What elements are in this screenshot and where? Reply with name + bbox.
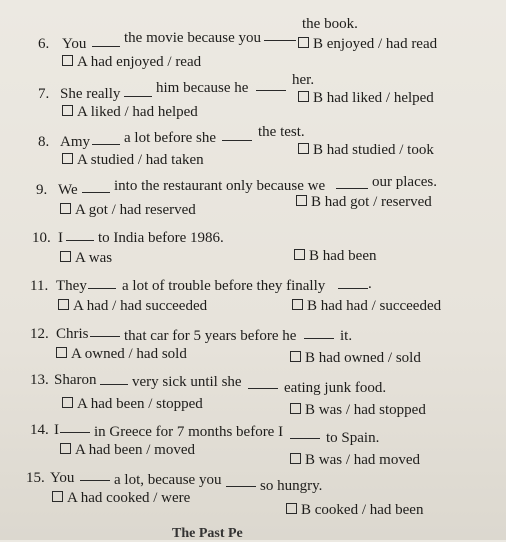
option-b-label: B enjoyed / had read — [313, 36, 438, 52]
option-a-label: A was — [75, 250, 113, 266]
option-a-label: A had / had succeeded — [73, 298, 208, 314]
sentence-part: I — [54, 422, 59, 438]
question-7 — [0, 72, 506, 120]
sentence-part: it. — [340, 328, 353, 344]
sentence-part: the movie because you — [124, 30, 262, 46]
answer-blank[interactable] — [92, 36, 120, 47]
option-a-label: A owned / had sold — [71, 346, 187, 362]
option-a-label: A had enjoyed / read — [77, 54, 202, 70]
option-b-checkbox[interactable] — [296, 195, 307, 206]
answer-blank[interactable] — [92, 134, 120, 145]
question-number: 12. — [30, 326, 49, 342]
question-number: 8. — [38, 134, 50, 150]
option-a[interactable] — [62, 104, 198, 121]
option-a[interactable] — [62, 152, 204, 169]
sentence-part: so hungry. — [260, 478, 323, 494]
option-b-label: B had got / reserved — [311, 194, 432, 210]
sentence-part: Sharon — [54, 372, 97, 388]
option-b-label: B cooked / had been — [301, 502, 424, 518]
option-b-checkbox[interactable] — [290, 453, 301, 464]
answer-blank[interactable] — [222, 130, 252, 141]
question-13 — [0, 372, 506, 420]
answer-blank[interactable] — [248, 378, 278, 389]
option-a-label: A had been / stopped — [77, 396, 203, 412]
option-b-label: B was / had stopped — [305, 402, 426, 418]
option-b-label: B was / had moved — [305, 452, 420, 468]
option-a[interactable] — [58, 298, 207, 315]
option-a[interactable] — [60, 442, 195, 459]
option-a[interactable] — [60, 202, 196, 219]
sentence-part: the test. — [258, 124, 305, 140]
option-a-checkbox[interactable] — [62, 105, 73, 116]
option-b-checkbox[interactable] — [298, 143, 309, 154]
sentence-part: him because he — [156, 80, 249, 96]
option-b-checkbox[interactable] — [298, 37, 309, 48]
answer-blank[interactable] — [256, 80, 286, 91]
answer-blank[interactable] — [60, 422, 90, 433]
question-11 — [0, 276, 506, 324]
question-9 — [0, 174, 506, 222]
question-6 — [0, 14, 506, 70]
answer-blank[interactable] — [336, 178, 368, 189]
question-number: 13. — [30, 372, 49, 388]
option-b[interactable] — [294, 248, 376, 265]
answer-blank[interactable] — [80, 470, 110, 481]
sentence-part: . — [368, 276, 372, 292]
option-b[interactable] — [290, 402, 426, 419]
sentence-part: a lot before she — [124, 130, 217, 146]
option-a-label: A studied / had taken — [77, 152, 204, 168]
option-b[interactable] — [298, 36, 437, 53]
question-number: 9. — [36, 182, 48, 198]
option-b[interactable] — [292, 298, 441, 315]
option-a-checkbox[interactable] — [62, 397, 73, 408]
sentence-part: in Greece for 7 months before I — [94, 424, 284, 440]
option-a[interactable] — [62, 396, 203, 413]
option-b-checkbox[interactable] — [290, 403, 301, 414]
option-a[interactable] — [62, 54, 201, 71]
option-b[interactable] — [298, 90, 434, 107]
option-a-checkbox[interactable] — [58, 299, 69, 310]
answer-blank[interactable] — [264, 30, 296, 41]
question-15 — [0, 468, 506, 516]
answer-blank[interactable] — [82, 182, 110, 193]
answer-blank[interactable] — [88, 278, 116, 289]
sentence-part: that car for 5 years before he — [124, 328, 297, 344]
sentence-part: into the restaurant only because we — [114, 178, 326, 194]
question-10 — [0, 228, 506, 276]
sentence-part: She really — [60, 86, 121, 102]
option-a-checkbox[interactable] — [52, 491, 63, 502]
sentence-part: You — [50, 470, 75, 486]
option-b-checkbox[interactable] — [294, 249, 305, 260]
option-b-checkbox[interactable] — [292, 299, 303, 310]
answer-blank[interactable] — [124, 86, 152, 97]
sentence-part: our places. — [372, 174, 437, 190]
option-b-label: B had owned / sold — [305, 350, 421, 366]
answer-blank[interactable] — [290, 428, 320, 439]
option-b-checkbox[interactable] — [290, 351, 301, 362]
question-14 — [0, 420, 506, 468]
sentence-part: I — [58, 230, 63, 246]
option-b-label: B had studied / took — [313, 142, 434, 158]
option-b[interactable] — [290, 350, 421, 367]
sentence-part: a lot of trouble before they finally — [122, 278, 326, 294]
answer-blank[interactable] — [304, 328, 334, 339]
option-b-checkbox[interactable] — [286, 503, 297, 514]
question-8 — [0, 124, 506, 172]
answer-blank[interactable] — [338, 278, 368, 289]
option-a[interactable] — [52, 490, 190, 507]
answer-blank[interactable] — [226, 476, 256, 487]
option-b-label: B had had / succeeded — [307, 298, 442, 314]
question-number: 7. — [38, 86, 50, 102]
option-a[interactable] — [60, 250, 112, 267]
option-a-checkbox[interactable] — [62, 153, 73, 164]
sentence-part: They — [56, 278, 87, 294]
option-a-checkbox[interactable] — [56, 347, 67, 358]
sentence-part: to India before 1986. — [98, 230, 224, 246]
question-number: 10. — [32, 230, 51, 246]
answer-blank[interactable] — [90, 326, 120, 337]
option-b-label: B had liked / helped — [313, 90, 434, 106]
option-a-checkbox[interactable] — [60, 443, 71, 454]
option-a-checkbox[interactable] — [62, 55, 73, 66]
option-b[interactable] — [290, 452, 420, 469]
option-b[interactable] — [286, 502, 423, 519]
option-b[interactable] — [298, 142, 434, 159]
question-number: 15. — [26, 470, 45, 486]
option-b-checkbox[interactable] — [298, 91, 309, 102]
option-a-checkbox[interactable] — [60, 251, 71, 262]
option-a-label: A had been / moved — [75, 442, 195, 458]
sentence-part: Amy — [60, 134, 90, 150]
question-number: 14. — [30, 422, 49, 438]
sentence-part: her. — [292, 72, 315, 88]
sentence-part: You — [62, 36, 87, 52]
sentence-part: to Spain. — [326, 430, 380, 446]
option-a-label: A liked / had helped — [77, 104, 198, 120]
question-number: 11. — [30, 278, 49, 294]
sentence-part: very sick until she — [132, 374, 242, 390]
sentence-part: We — [58, 182, 78, 198]
option-a-label: A got / had reserved — [75, 202, 196, 218]
option-a-label: A had cooked / were — [67, 490, 191, 506]
option-b-label: B had been — [309, 248, 377, 264]
answer-blank[interactable] — [100, 374, 128, 385]
sentence-part: Chris — [56, 326, 89, 342]
option-b[interactable] — [296, 194, 432, 211]
sentence-part: the book. — [302, 16, 358, 32]
question-12 — [0, 326, 506, 374]
option-a-checkbox[interactable] — [60, 203, 71, 214]
option-a[interactable] — [56, 346, 187, 363]
sentence-part: eating junk food. — [284, 380, 387, 396]
sentence-part: a lot, because you — [114, 472, 222, 488]
footer-title: The Past Pe — [172, 526, 243, 541]
question-number: 6. — [38, 36, 50, 52]
answer-blank[interactable] — [66, 230, 94, 241]
